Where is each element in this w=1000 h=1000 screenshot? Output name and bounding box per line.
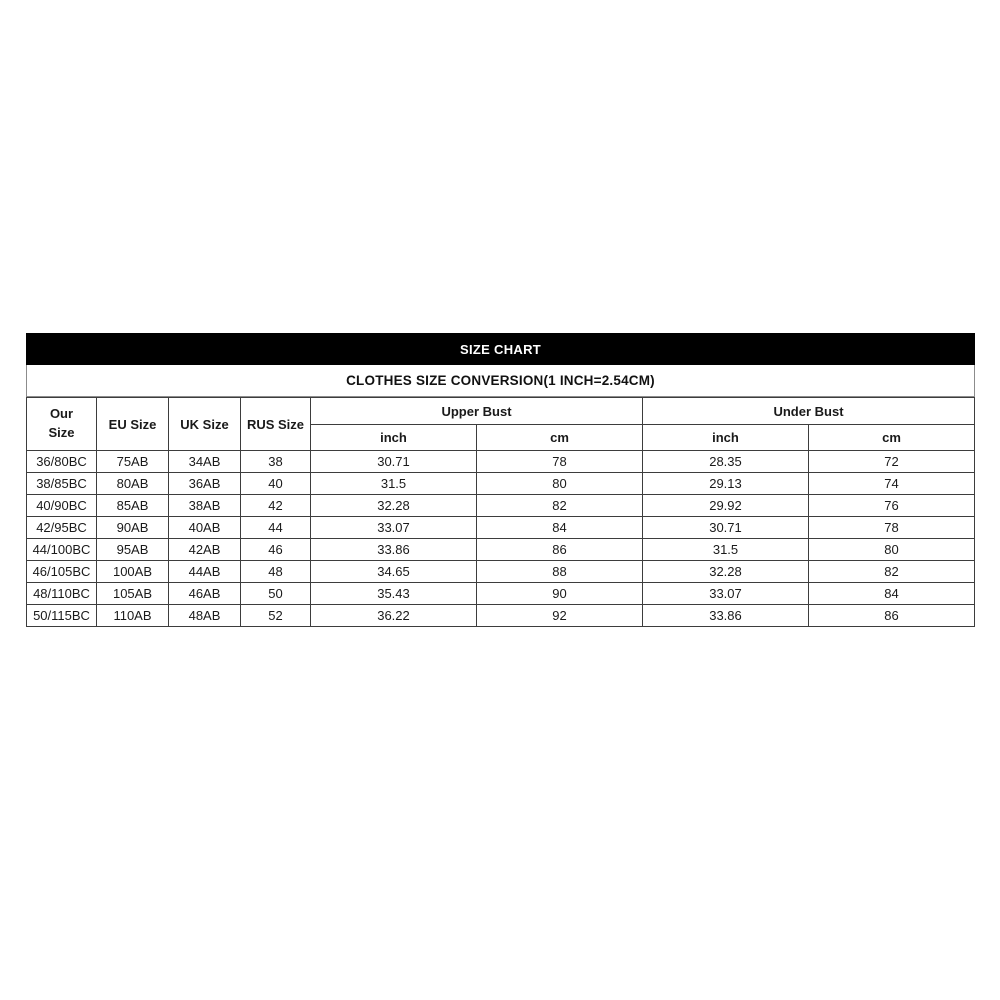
table-cell: 82	[477, 495, 643, 517]
size-conversion-table	[26, 397, 975, 627]
table-row	[27, 605, 975, 627]
table-cell: 28.35	[643, 451, 809, 473]
table-cell: 48AB	[169, 605, 241, 627]
header-our-size: Our Size	[27, 398, 97, 451]
table-cell: 92	[477, 605, 643, 627]
table-cell: 34AB	[169, 451, 241, 473]
table-cell: 90	[477, 583, 643, 605]
table-cell: 86	[477, 539, 643, 561]
table-cell: 44/100BC	[27, 539, 97, 561]
table-cell: 30.71	[311, 451, 477, 473]
table-cell: 32.28	[643, 561, 809, 583]
table-cell: 75AB	[97, 451, 169, 473]
table-cell: 35.43	[311, 583, 477, 605]
table-cell: 30.71	[643, 517, 809, 539]
table-cell: 95AB	[97, 539, 169, 561]
table-cell: 42AB	[169, 539, 241, 561]
table-cell: 44AB	[169, 561, 241, 583]
table-cell: 42/95BC	[27, 517, 97, 539]
header-under-bust-cm: cm	[809, 425, 975, 451]
table-cell: 84	[809, 583, 975, 605]
table-cell: 46/105BC	[27, 561, 97, 583]
table-cell: 31.5	[311, 473, 477, 495]
group-header-row	[27, 398, 975, 425]
table-cell: 38	[241, 451, 311, 473]
header-under-bust: Under Bust	[643, 398, 975, 425]
table-cell: 50/115BC	[27, 605, 97, 627]
table-cell: 82	[809, 561, 975, 583]
table-cell: 90AB	[97, 517, 169, 539]
table-cell: 50	[241, 583, 311, 605]
table-cell: 86	[809, 605, 975, 627]
table-row	[27, 451, 975, 473]
table-cell: 80	[809, 539, 975, 561]
table-cell: 80	[477, 473, 643, 495]
table-cell: 34.65	[311, 561, 477, 583]
table-cell: 85AB	[97, 495, 169, 517]
table-cell: 78	[809, 517, 975, 539]
size-chart-title: SIZE CHART	[460, 341, 541, 357]
table-cell: 84	[477, 517, 643, 539]
table-cell: 88	[477, 561, 643, 583]
table-cell: 42	[241, 495, 311, 517]
table-cell: 33.86	[643, 605, 809, 627]
header-upper-bust: Upper Bust	[311, 398, 643, 425]
header-upper-bust-inch: inch	[311, 425, 477, 451]
table-cell: 100AB	[97, 561, 169, 583]
table-cell: 105AB	[97, 583, 169, 605]
table-cell: 36.22	[311, 605, 477, 627]
table-cell: 36AB	[169, 473, 241, 495]
table-cell: 46AB	[169, 583, 241, 605]
table-cell: 31.5	[643, 539, 809, 561]
header-rus-size: RUS Size	[241, 398, 311, 451]
table-cell: 33.86	[311, 539, 477, 561]
table-cell: 110AB	[97, 605, 169, 627]
table-row	[27, 517, 975, 539]
table-row	[27, 561, 975, 583]
table-cell: 48/110BC	[27, 583, 97, 605]
table-cell: 44	[241, 517, 311, 539]
table-cell: 33.07	[311, 517, 477, 539]
table-cell: 40/90BC	[27, 495, 97, 517]
table-row	[27, 583, 975, 605]
size-chart-subtitle-bar	[26, 365, 975, 397]
table-row	[27, 495, 975, 517]
table-header	[27, 398, 975, 451]
table-cell: 46	[241, 539, 311, 561]
table-row	[27, 473, 975, 495]
table-cell: 33.07	[643, 583, 809, 605]
table-cell: 29.92	[643, 495, 809, 517]
table-cell: 32.28	[311, 495, 477, 517]
header-uk-size: UK Size	[169, 398, 241, 451]
table-cell: 72	[809, 451, 975, 473]
table-row	[27, 539, 975, 561]
size-table-body	[27, 451, 975, 627]
table-cell: 74	[809, 473, 975, 495]
table-cell: 29.13	[643, 473, 809, 495]
size-chart-title-bar	[26, 333, 975, 365]
table-cell: 38AB	[169, 495, 241, 517]
header-under-bust-inch: inch	[643, 425, 809, 451]
header-upper-bust-cm: cm	[477, 425, 643, 451]
size-chart-subtitle: CLOTHES SIZE CONVERSION(1 INCH=2.54CM)	[346, 373, 655, 388]
size-chart	[26, 333, 975, 627]
table-cell: 36/80BC	[27, 451, 97, 473]
header-eu-size: EU Size	[97, 398, 169, 451]
table-cell: 38/85BC	[27, 473, 97, 495]
table-cell: 40AB	[169, 517, 241, 539]
table-cell: 48	[241, 561, 311, 583]
table-cell: 80AB	[97, 473, 169, 495]
table-cell: 76	[809, 495, 975, 517]
table-cell: 40	[241, 473, 311, 495]
table-cell: 52	[241, 605, 311, 627]
table-cell: 78	[477, 451, 643, 473]
